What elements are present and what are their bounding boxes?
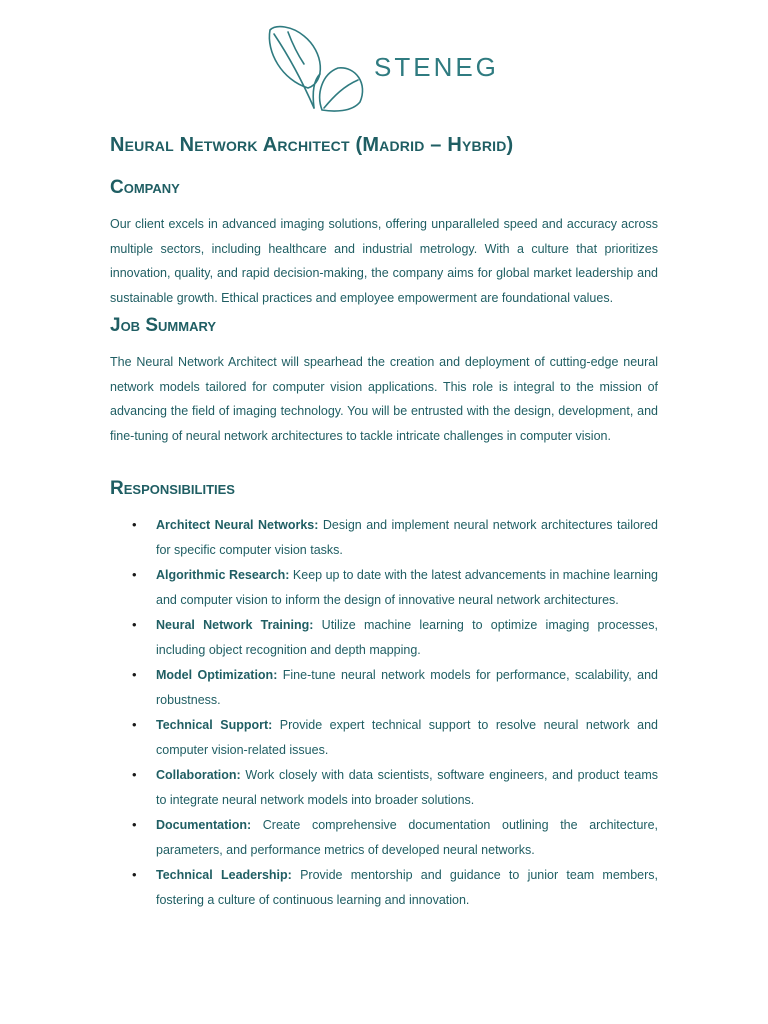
- list-item: [110, 613, 658, 662]
- bullet-icon: •: [132, 767, 137, 782]
- item-label: Algorithmic Research:: [156, 568, 290, 582]
- item-label: Documentation:: [156, 818, 252, 832]
- item-text: Create comprehensive documentation outlining the architecture, parameters, and performance metrics of developed neural networks.: [156, 818, 658, 857]
- leaf-logo-icon: [264, 22, 374, 114]
- bullet-icon: •: [132, 817, 137, 832]
- list-item: [110, 863, 658, 912]
- item-label: Technical Support:: [156, 718, 273, 732]
- brand-name: STENEG: [374, 52, 499, 82]
- list-item: [110, 563, 658, 612]
- job-summary-heading: Job Summary: [110, 315, 217, 336]
- item-label: Architect Neural Networks:: [156, 518, 319, 532]
- company-logo: [264, 22, 504, 114]
- list-item: [110, 713, 658, 762]
- list-item: [110, 813, 658, 862]
- bullet-icon: •: [132, 667, 137, 682]
- item-text: Provide expert technical support to resolve neural network and computer vision-related issues.: [156, 718, 658, 757]
- responsibilities-heading: Responsibilities: [110, 478, 235, 499]
- bullet-icon: •: [132, 617, 137, 632]
- list-item: [110, 513, 658, 562]
- item-text: Work closely with data scientists, software engineers, and product teams to integrate neural network models into broader solutions.: [156, 768, 658, 807]
- list-item: [110, 763, 658, 812]
- bullet-icon: •: [132, 717, 137, 732]
- item-label: Neural Network Training:: [156, 618, 314, 632]
- bullet-icon: •: [132, 517, 137, 532]
- item-text: Fine-tune neural network models for performance, scalability, and robustness.: [156, 668, 658, 707]
- responsibilities-list: [110, 513, 658, 913]
- item-text: Utilize machine learning to optimize imaging processes, including object recognition and depth mapping.: [156, 618, 658, 657]
- item-text: Keep up to date with the latest advancements in machine learning and computer vision to inform the design of innovative neural network architectures.: [156, 568, 658, 607]
- item-text: Design and implement neural network architectures tailored for specific computer vision tasks.: [156, 518, 658, 557]
- item-label: Technical Leadership:: [156, 868, 292, 882]
- item-label: Model Optimization:: [156, 668, 278, 682]
- item-text: Provide mentorship and guidance to junior team members, fostering a culture of continuous learning and innovation.: [156, 868, 659, 907]
- bullet-icon: •: [132, 567, 137, 582]
- list-item: [110, 663, 658, 712]
- job-title: Neural Network Architect (Madrid – Hybrid): [110, 134, 514, 156]
- item-label: Collaboration:: [156, 768, 241, 782]
- company-description: Our client excels in advanced imaging solutions, offering unparalleled speed and accuracy across multiple sectors, including healthcare and industrial metrology. With a culture that prioritizes innovation, quality, and rapid decision-making, the company aims for global market leadership and sustainable growth. Ethical practices and employee empowerment are foundational values.: [110, 217, 658, 305]
- job-summary-description: The Neural Network Architect will spearhead the creation and deployment of cutting-edge neural network models tailored for computer vision applications. This role is integral to the mission of advancing the field of imaging technology. You will be entrusted with the design, development, and fine-tuning of neural network architectures to tackle intricate challenges in computer vision.: [110, 355, 658, 443]
- bullet-icon: •: [132, 867, 137, 882]
- company-heading: Company: [110, 177, 180, 198]
